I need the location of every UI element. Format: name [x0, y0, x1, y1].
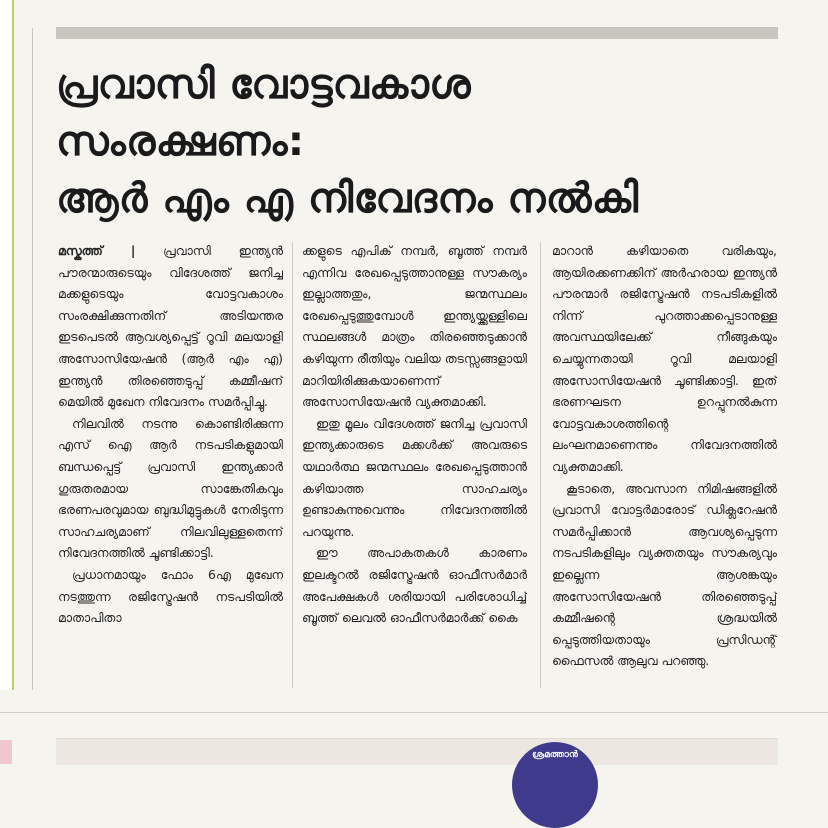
- column-divider: [292, 242, 293, 688]
- paragraph: ഈ അപാകതകൾ കാരണം ഇലക്ടറൽ രജിസ്ട്രേഷൻ ഓഫീസർമാർ അപേക്ഷകൾ ശരിയായി പരിശോധിച്ച് ബൂത്ത് ലെവൽ ഓഫീസർമാർക്ക് കൈ: [302, 545, 527, 626]
- paragraph: നിലവിൽ നടന്നു കൊണ്ടിരിക്കുന്ന എസ് ഐ ആർ നടപടികളുമായി ബന്ധപ്പെട്ട് പ്രവാസി ഇന്ത്യക്കാർ ഗുരുതരമായ സാങ്കേതികവും ഭരണപരവുമായ ബുദ്ധിമുട്ടുകൾ നേരിടുന്ന സാഹചര്യമാണ് നിലവിലുള്ളതെന്ന് നിവേദനത്തിൽ ചൂണ്ടിക്കാട്ടി.: [58, 415, 283, 561]
- article-column-3: [552, 240, 777, 690]
- paragraph-text: പ്രവാസി ഇന്ത്യൻ പൗരന്മാരുടെയും വിദേശത്ത് ജനിച്ച മക്കളുടെയും വോട്ടവകാശം സംരക്ഷിക്കുന്നതിന് അടിയന്തര ഇടപെടൽ ആവശ്യപ്പെട്ട് റൂവി മലയാളി അസോസിയേഷൻ (ആർ എം എ) ഇന്ത്യൻ തിരഞ്ഞെടുപ്പ് കമ്മീഷന് മെയിൽ മുഖേന നിവേദനം സമർപ്പിച്ചു.: [58, 243, 283, 410]
- left-margin-accent: [0, 740, 12, 764]
- paragraph: കൂടാതെ, അവസാന നിമിഷങ്ങളിൽ പ്രവാസി വോട്ടർമാരോട് ഡിക്ലറേഷൻ സമർപ്പിക്കാൻ ആവശ്യപ്പെടുന്ന നടപടികളിലും വ്യക്തതയും സൗകര്യവും ഇല്ലെന്ന ആശങ്കയും അസോസിയേഷൻ തിരഞ്ഞെടുപ്പ് കമ്മീഷന്റെ ശ്രദ്ധയിൽ പ്പെടുത്തിയതായും പ്രസിഡന്റ് ഫൈസൽ ആലുവ പറഞ്ഞു.: [552, 480, 777, 669]
- header-bar: [56, 27, 778, 39]
- left-margin-strip: [0, 0, 14, 690]
- headline-line-2: സംരക്ഷണം:: [56, 117, 305, 165]
- dateline: മസ്കത്ത് |: [58, 243, 136, 258]
- paragraph: പ്രധാനമായും ഫോം 6എ മുഖേന നടത്തുന്ന രജിസ്ട്രേഷൻ നടപടിയിൽ മാതാപിതാ: [58, 566, 283, 626]
- column-divider: [540, 242, 541, 688]
- paragraph: ക്കളുടെ എപിക് നമ്പർ, ബൂത്ത് നമ്പർ എന്നിവ രേഖപ്പെടുത്താനുള്ള സൗകര്യം ഇല്ലാത്തതും, ജന്മസ്ഥലം രേഖപ്പെടുത്തുമ്പോൾ ഇന്ത്യയ്ക്കുള്ളിലെ സ്ഥലങ്ങൾ മാത്രം തിരഞ്ഞെടുക്കാൻ കഴിയുന്ന രീതിയും വലിയ തടസ്സങ്ങളായി മാറിയിരിക്കുകയാണെന്ന് അസോസിയേഷൻ വ്യക്തമാക്കി.: [302, 243, 527, 410]
- paragraph: മാറാൻ കഴിയാതെ വരികയും, ആയിരക്കണക്കിന് അർഹരായ ഇന്ത്യൻ പൗരന്മാർ രജിസ്ട്രേഷൻ നടപടികളിൽ നിന്ന് പുറത്താക്കപ്പെടാനുള്ള അവസ്ഥയിലേക്ക് നീങ്ങുകയും ചെയ്യുന്നതായി റൂവി മലയാളി അസോസിയേഷൻ ചൂണ്ടിക്കാട്ടി. ഇത് ഭരണഘടന ഉറപ്പുനൽകുന്ന വോട്ടവകാശത്തിന്റെ ലംഘനമാണെന്നും നിവേദനത്തിൽ വ്യക്തമാക്കി.: [552, 243, 777, 474]
- headline: [56, 56, 778, 227]
- article-column-1: [58, 240, 283, 690]
- section-divider: [0, 712, 828, 713]
- headline-line-3: ആർ എം എ നിവേദനം നൽകി: [56, 174, 639, 222]
- paragraph: [58, 240, 283, 413]
- advertisement-panel: [56, 738, 778, 765]
- headline-line-1: പ്രവാസി വോട്ടവകാശ: [56, 60, 471, 108]
- article-column-2: [302, 240, 527, 690]
- ad-badge: ശ്രമത്താൻ: [512, 742, 598, 828]
- article-body: [58, 240, 778, 690]
- column-divider: [32, 28, 33, 690]
- paragraph: ഇതു മൂലം വിദേശത്ത് ജനിച്ച പ്രവാസി ഇന്ത്യക്കാരുടെ മക്കൾക്ക് അവരുടെ യഥാർത്ഥ ജന്മസ്ഥലം രേഖപ്പെടുത്താൻ കഴിയാത്ത സാഹചര്യം ഉണ്ടാകുന്നുവെന്നും നിവേദനത്തിൽ പറയുന്നു.: [302, 415, 527, 539]
